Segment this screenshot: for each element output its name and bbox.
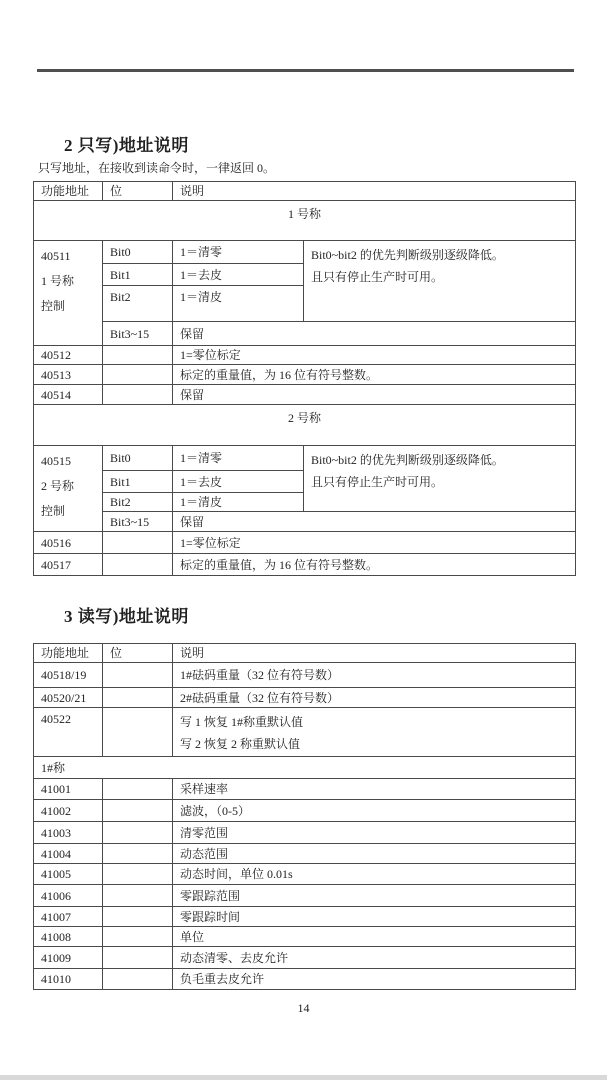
table-row-41008 <box>34 927 576 947</box>
cell-desc: 清零范围 <box>173 822 576 844</box>
section-3-heading: 3 读写)地址说明 <box>64 607 189 626</box>
cell-bit-empty <box>103 947 173 969</box>
cell-bit-value: 1＝去皮 <box>173 264 304 286</box>
cell-bit-empty <box>103 385 173 405</box>
table-row-41002 <box>34 800 576 822</box>
address-line: 控制 <box>41 504 66 518</box>
group-row-scale1 <box>34 201 576 241</box>
cell-desc: 滤波，（0-5） <box>173 800 576 822</box>
header-cell-bit: 位 <box>103 644 173 663</box>
table-row-41003 <box>34 822 576 844</box>
cell-bit-value: 1＝清皮 <box>173 493 304 512</box>
cell-desc: 零跟踪时间 <box>173 907 576 927</box>
note-line: 且只有停止生产时可用。 <box>311 270 444 284</box>
cell-bit-value: 1＝清零 <box>173 446 304 471</box>
address-line: 控制 <box>41 299 66 313</box>
note-line: 且只有停止生产时可用。 <box>311 475 444 489</box>
cell-bit-value: 1＝去皮 <box>173 471 304 493</box>
cell-desc: 零跟踪范围 <box>173 885 576 907</box>
cell-bit-empty <box>103 346 173 365</box>
cell-desc <box>173 708 576 757</box>
cell-bit: Bit0 <box>103 241 173 264</box>
header-cell-address: 功能地址 <box>34 644 103 663</box>
cell-address: 41010 <box>34 969 103 990</box>
cell-desc: 标定的重量值，为 16 位有符号整数。 <box>173 554 576 576</box>
cell-bit-empty <box>103 822 173 844</box>
cell-desc: 1=零位标定 <box>173 532 576 554</box>
cell-bit-note <box>304 241 576 322</box>
cell-bit: Bit0 <box>103 446 173 471</box>
cell-desc: 1#砝码重量（32 位有符号数） <box>173 663 576 688</box>
table-row-40516 <box>34 532 576 554</box>
group-label-scale2: 2 号称 <box>34 405 576 446</box>
header-rule <box>37 69 574 72</box>
cell-desc: 动态时间，单位 0.01s <box>173 864 576 885</box>
cell-bit-empty <box>103 688 173 708</box>
cell-desc: 保留 <box>173 385 576 405</box>
table-header-row <box>34 644 576 663</box>
cell-address: 40513 <box>34 365 103 385</box>
desc-line: 写 2 恢复 2 称重默认值 <box>180 737 301 751</box>
group-row-scale1 <box>34 757 576 779</box>
cell-address: 41002 <box>34 800 103 822</box>
table-row-41006 <box>34 885 576 907</box>
cell-bit-empty <box>103 800 173 822</box>
cell-bit-empty <box>103 844 173 864</box>
cell-address: 41005 <box>34 864 103 885</box>
table-row-40511-bit0 <box>34 241 576 264</box>
table-row-40514 <box>34 385 576 405</box>
cell-desc: 保留 <box>173 512 576 532</box>
group-label-scale1: 1#称 <box>34 757 576 779</box>
header-cell-desc: 说明 <box>173 182 576 201</box>
cell-desc: 动态范围 <box>173 844 576 864</box>
cell-bit-value: 1＝清皮 <box>173 286 304 322</box>
cell-bit: Bit3~15 <box>103 512 173 532</box>
address-line: 40515 <box>41 454 71 468</box>
cell-bit-empty <box>103 554 173 576</box>
table-row-41001 <box>34 779 576 800</box>
table-row-41005 <box>34 864 576 885</box>
cell-desc: 采样速率 <box>173 779 576 800</box>
cell-address-40515 <box>34 446 103 532</box>
cell-address: 40518/19 <box>34 663 103 688</box>
table-row-41007 <box>34 907 576 927</box>
table-row-40520 <box>34 688 576 708</box>
header-cell-desc: 说明 <box>173 644 576 663</box>
header-cell-address: 功能地址 <box>34 182 103 201</box>
cell-address: 40520/21 <box>34 688 103 708</box>
section-2-heading: 2 只写)地址说明 <box>64 136 189 155</box>
page-number: 14 <box>297 1001 310 1015</box>
address-line: 40511 <box>41 249 71 263</box>
table-row-40512 <box>34 346 576 365</box>
cell-desc: 保留 <box>173 322 576 346</box>
group-label-scale1: 1 号称 <box>34 201 576 241</box>
cell-address: 41003 <box>34 822 103 844</box>
cell-bit-empty <box>103 779 173 800</box>
header-cell-bit: 位 <box>103 182 173 201</box>
cell-address: 41009 <box>34 947 103 969</box>
table-row-40522 <box>34 708 576 757</box>
table-row-40513 <box>34 365 576 385</box>
section-2-intro: 只写地址，在接收到读命令时，一律返回 0。 <box>38 161 276 175</box>
cell-bit-empty <box>103 885 173 907</box>
cell-bit-empty <box>103 365 173 385</box>
cell-bit-empty <box>103 708 173 757</box>
note-line: Bit0~bit2 的优先判断级别逐级降低。 <box>311 248 504 262</box>
cell-desc: 动态清零、去皮允许 <box>173 947 576 969</box>
cell-address: 41007 <box>34 907 103 927</box>
cell-desc: 标定的重量值，为 16 位有符号整数。 <box>173 365 576 385</box>
table-row-40518 <box>34 663 576 688</box>
table-row-40511-bit3-15 <box>34 322 576 346</box>
cell-bit: Bit1 <box>103 264 173 286</box>
cell-bit: Bit3~15 <box>103 322 173 346</box>
cell-desc: 2#砝码重量（32 位有符号数） <box>173 688 576 708</box>
cell-address: 40522 <box>34 708 103 757</box>
cell-bit-empty <box>103 907 173 927</box>
desc-line: 写 1 恢复 1#称重默认值 <box>180 715 304 729</box>
cell-address: 41004 <box>34 844 103 864</box>
cell-desc: 单位 <box>173 927 576 947</box>
table-row-41010 <box>34 969 576 990</box>
cell-address-40511 <box>34 241 103 346</box>
group-row-scale2 <box>34 405 576 446</box>
table-row-40517 <box>34 554 576 576</box>
cell-bit: Bit2 <box>103 286 173 322</box>
cell-bit-empty <box>103 864 173 885</box>
table-row-40515-bit0 <box>34 446 576 471</box>
note-line: Bit0~bit2 的优先判断级别逐级降低。 <box>311 453 504 467</box>
address-line: 2 号称 <box>41 479 75 493</box>
cell-bit: Bit2 <box>103 493 173 512</box>
scan-bottom-edge <box>0 1075 607 1080</box>
cell-desc: 1=零位标定 <box>173 346 576 365</box>
table-row-41004 <box>34 844 576 864</box>
read-write-address-table <box>33 643 576 990</box>
table-header-row <box>34 182 576 201</box>
cell-bit-value: 1＝清零 <box>173 241 304 264</box>
cell-address: 40516 <box>34 532 103 554</box>
cell-address: 40517 <box>34 554 103 576</box>
cell-address: 41008 <box>34 927 103 947</box>
address-line: 1 号称 <box>41 274 75 288</box>
cell-bit: Bit1 <box>103 471 173 493</box>
write-only-address-table <box>33 181 576 576</box>
table-row-41009 <box>34 947 576 969</box>
cell-bit-empty <box>103 969 173 990</box>
cell-address: 41001 <box>34 779 103 800</box>
cell-bit-note <box>304 446 576 512</box>
cell-bit-empty <box>103 532 173 554</box>
cell-desc: 负毛重去皮允许 <box>173 969 576 990</box>
cell-bit-empty <box>103 927 173 947</box>
cell-address: 40512 <box>34 346 103 365</box>
table-row-40515-bit3-15 <box>34 512 576 532</box>
cell-address: 40514 <box>34 385 103 405</box>
cell-address: 41006 <box>34 885 103 907</box>
cell-bit-empty <box>103 663 173 688</box>
